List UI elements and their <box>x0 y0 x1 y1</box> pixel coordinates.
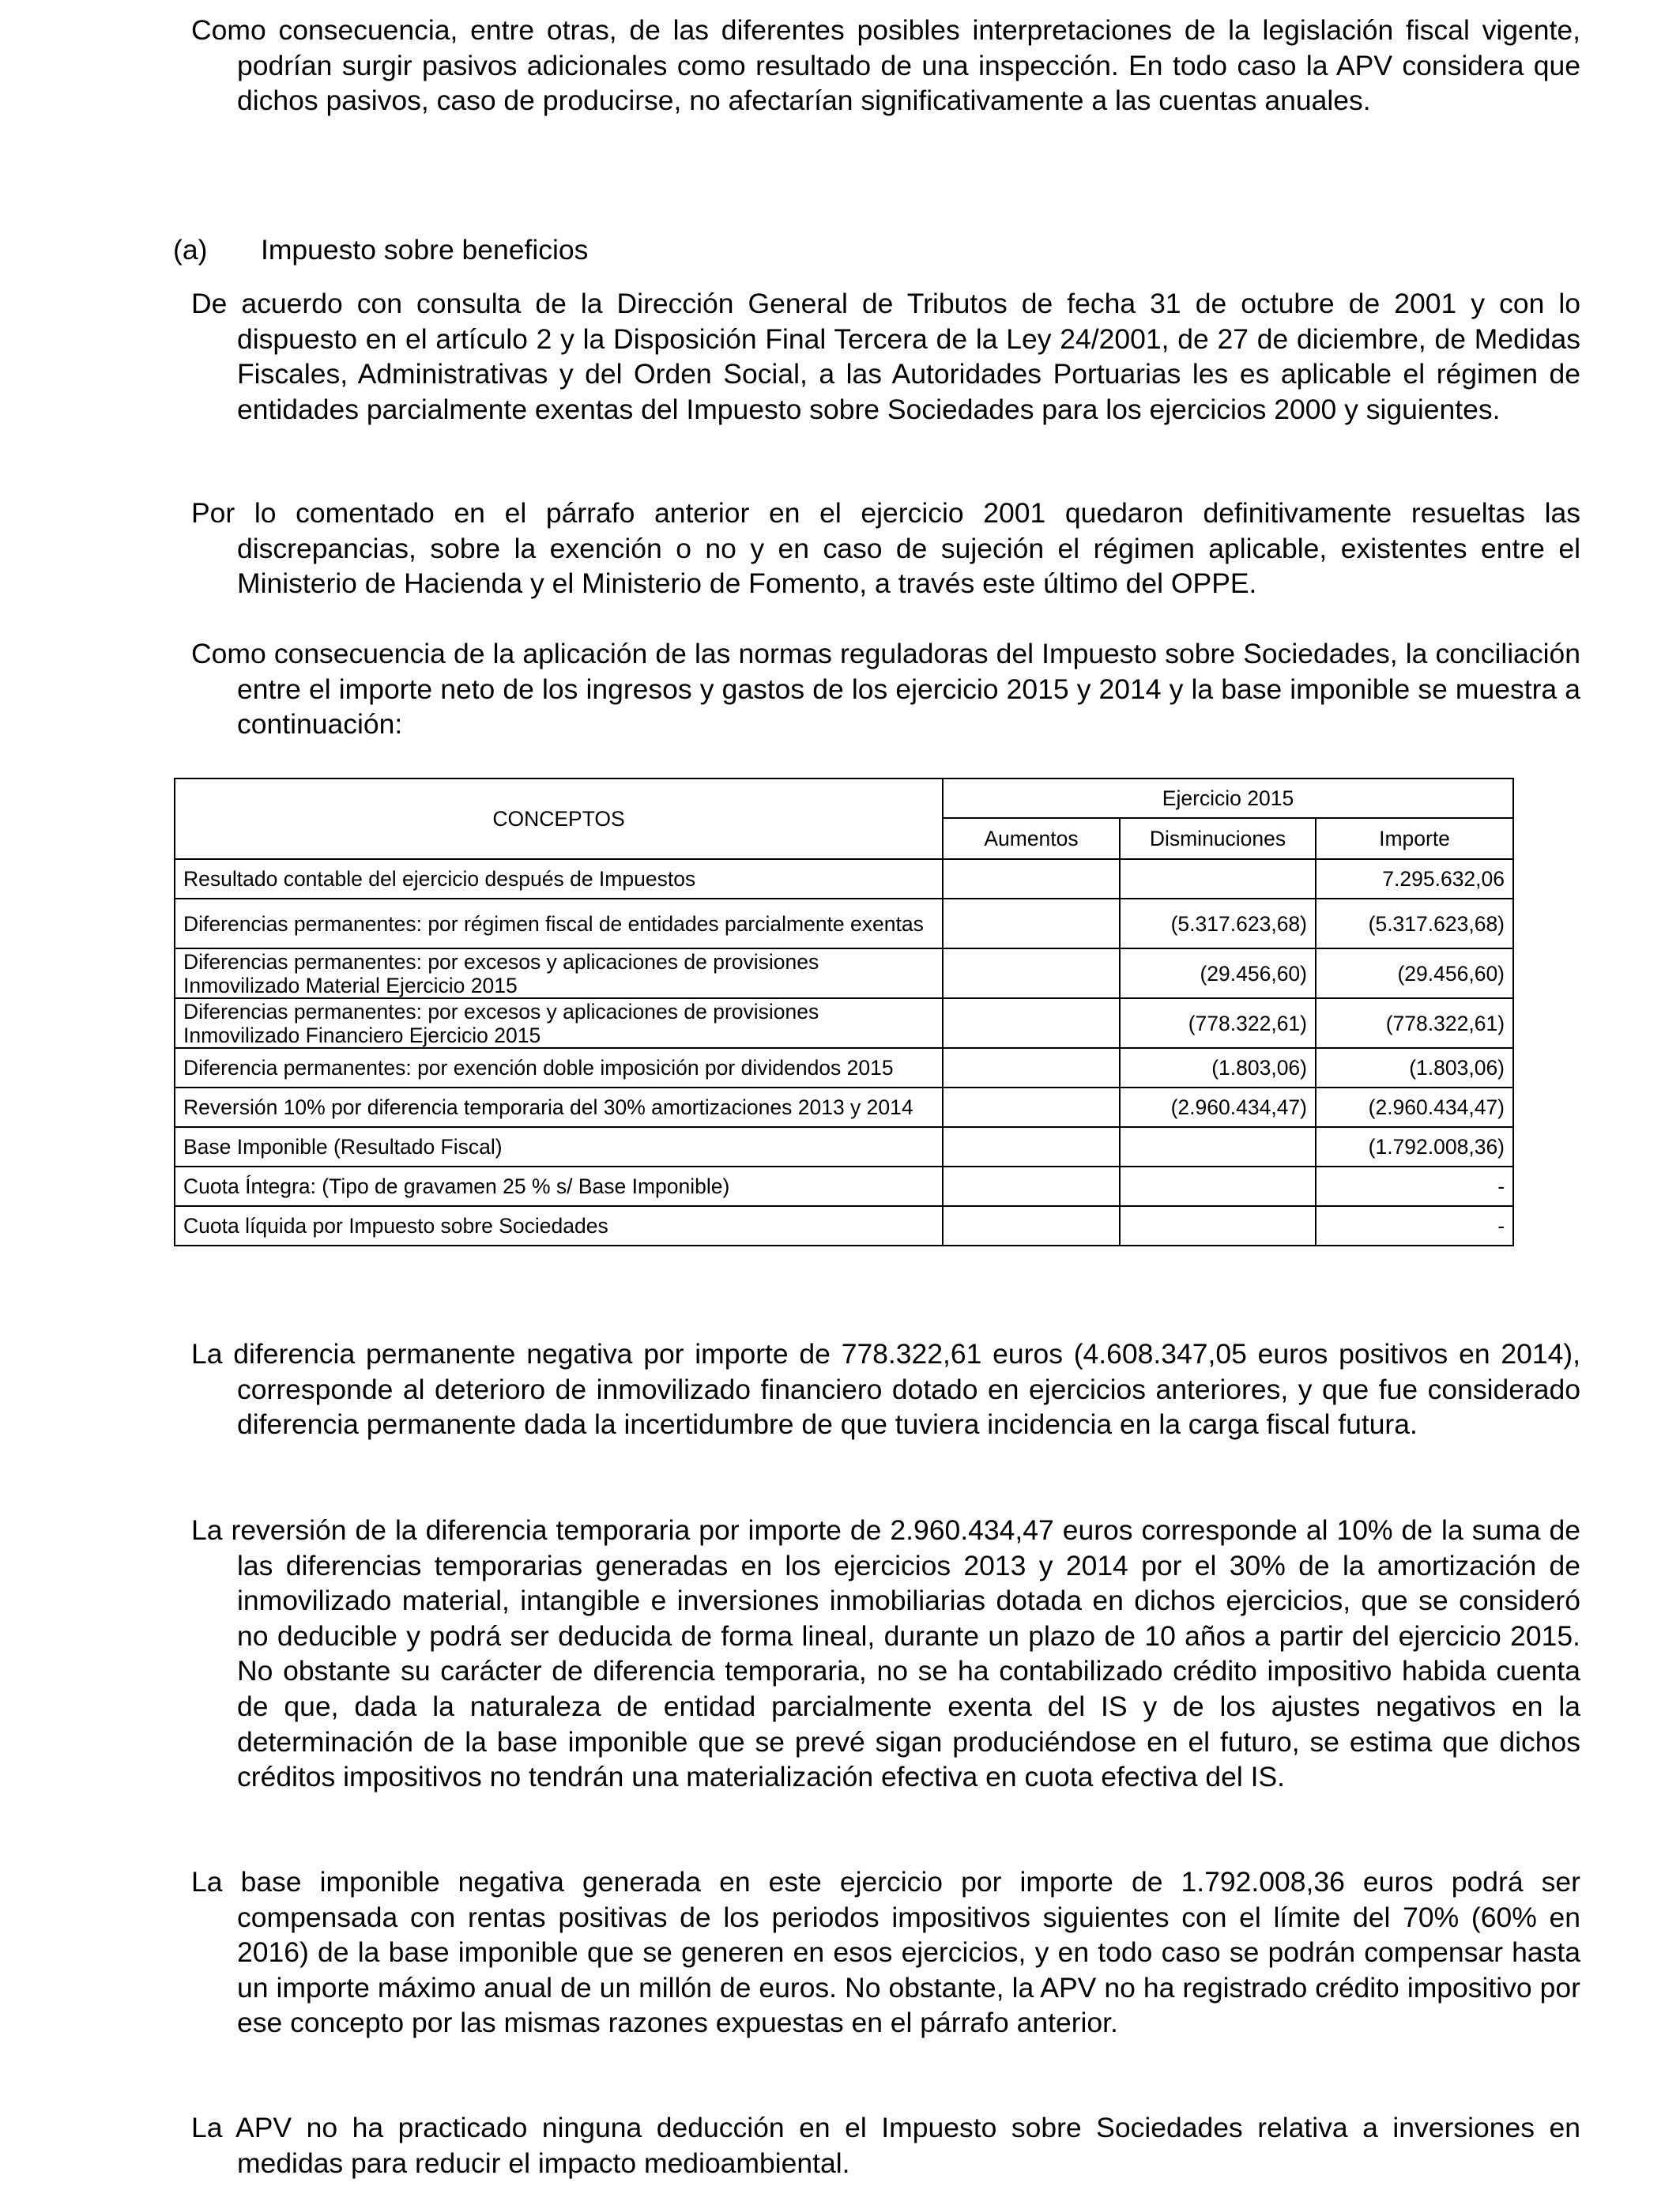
row-importe: (29.456,60) <box>1316 948 1513 998</box>
row-concept: Diferencia permanentes: por exención doble imposición por dividendos 2015 <box>175 1048 943 1088</box>
row-aumentos <box>943 998 1120 1048</box>
row-disminuciones <box>1120 859 1316 899</box>
table-row <box>175 1206 1513 1246</box>
row-concept: Diferencias permanentes: por excesos y aplicaciones de provisiones Inmovilizado Material Ejercicio 2015 <box>175 948 943 998</box>
row-concept: Diferencias permanentes: por régimen fiscal de entidades parcialmente exentas <box>175 899 943 948</box>
row-concept: Base Imponible (Resultado Fiscal) <box>175 1127 943 1167</box>
table-row <box>175 1127 1513 1167</box>
row-concept: Resultado contable del ejercicio después de Impuestos <box>175 859 943 899</box>
row-disminuciones <box>1120 1167 1316 1206</box>
section-heading <box>173 232 588 267</box>
row-importe: (778.322,61) <box>1316 998 1513 1048</box>
row-importe: (5.317.623,68) <box>1316 899 1513 948</box>
row-concept: Diferencias permanentes: por excesos y aplicaciones de provisiones Inmovilizado Financiero Ejercicio 2015 <box>175 998 943 1048</box>
row-aumentos <box>943 859 1120 899</box>
row-concept: Reversión 10% por diferencia temporaria del 30% amortizaciones 2013 y 2014 <box>175 1088 943 1127</box>
row-importe: - <box>1316 1206 1513 1246</box>
row-aumentos <box>943 1167 1120 1206</box>
table-header-row <box>175 778 1513 818</box>
table-row <box>175 1167 1513 1206</box>
paragraph-temporary-difference: La reversión de la diferencia temporaria por importe de 2.960.434,47 euros corresponde al 10% de la suma de las diferencias temporarias generadas en los ejercicios 2013 y 2014 por el 30% de la amortización de inmovilizado material, intangible e inversiones inmobiliarias dotada en dichos ejercicios, que se consideró no deducible y podrá ser deducida de forma lineal, durante un plazo de 10 años a partir del ejercicio 2015. No obstante su carácter de diferencia temporaria, no se ha contabilizado crédito impositivo habida cuenta de que, dada la naturaleza de entidad parcialmente exenta del IS y de los ajustes negativos en la determinación de la base imponible que se prevé sigan produciéndose en el futuro, se estima que dichos créditos impositivos no tendrán una materialización efectiva en cuota efectiva del IS. <box>191 1514 1580 1793</box>
row-concept: Cuota líquida por Impuesto sobre Sociedades <box>175 1206 943 1246</box>
row-importe: (2.960.434,47) <box>1316 1088 1513 1127</box>
paragraph-discrepancies: Por lo comentado en el párrafo anterior en el ejercicio 2001 quedaron definitivamente resueltas las discrepancias, sobre la exención o no y en caso de sujeción el régimen aplicable, existentes entre el Ministerio de Hacienda y el Ministerio de Fomento, a través este último del OPPE. <box>191 497 1580 600</box>
row-aumentos <box>943 1127 1120 1167</box>
table-row <box>175 1088 1513 1127</box>
section-number: (a) <box>173 234 208 266</box>
table-row <box>175 859 1513 899</box>
header-aumentos: Aumentos <box>943 818 1120 859</box>
tax-reconciliation-table-wrapper <box>174 778 1514 1246</box>
paragraph-permanent-difference: La diferencia permanente negativa por importe de 778.322,61 euros (4.608.347,05 euros positivos en 2014), corresponde al deterioro de inmovilizado financiero dotado en ejercicios anteriores, y que fue considerado diferencia permanente dada la incertidumbre de que tuviera incidencia en la carga fiscal futura. <box>191 1338 1580 1441</box>
header-disminuciones: Disminuciones <box>1120 818 1316 859</box>
table-row <box>175 998 1513 1048</box>
table-row <box>175 1048 1513 1088</box>
row-aumentos <box>943 1206 1120 1246</box>
row-importe: (1.803,06) <box>1316 1048 1513 1088</box>
row-disminuciones: (5.317.623,68) <box>1120 899 1316 948</box>
paragraph-tax-liabilities: Como consecuencia, entre otras, de las diferentes posibles interpretaciones de la legislación fiscal vigente, podrían surgir pasivos adicionales como resultado de una inspección. En todo caso la APV considera que dichos pasivos, caso de producirse, no afectarían significativamente a las cuentas anuales. <box>191 14 1580 117</box>
row-aumentos <box>943 1088 1120 1127</box>
row-importe: 7.295.632,06 <box>1316 859 1513 899</box>
tax-reconciliation-table <box>174 778 1514 1246</box>
row-importe: (1.792.008,36) <box>1316 1127 1513 1167</box>
paragraph-reconciliation-intro: Como consecuencia de la aplicación de las normas reguladoras del Impuesto sobre Sociedades, la conciliación entre el importe neto de los ingresos y gastos de los ejercicio 2015 y 2014 y la base imponible se muestra a continuación: <box>191 638 1580 741</box>
row-aumentos <box>943 1048 1120 1088</box>
paragraph-negative-tax-base: La base imponible negativa generada en este ejercicio por importe de 1.792.008,36 euros podrá ser compensada con rentas positivas de los periodos impositivos siguientes con el límite del 70% (60% en 2016) de la base imponible que se generen en esos ejercicios, y en todo caso se podrán compensar hasta un importe máximo anual de un millón de euros. No obstante, la APV no ha registrado crédito impositivo por ese concepto por las mismas razones expuestas en el párrafo anterior. <box>191 1866 1580 2039</box>
row-aumentos <box>943 899 1120 948</box>
row-importe: - <box>1316 1167 1513 1206</box>
header-year: Ejercicio 2015 <box>943 778 1513 818</box>
header-concepts: CONCEPTOS <box>175 778 943 859</box>
row-concept: Cuota Íntegra: (Tipo de gravamen 25 % s/ Base Imponible) <box>175 1167 943 1206</box>
table-row <box>175 948 1513 998</box>
row-disminuciones: (2.960.434,47) <box>1120 1088 1316 1127</box>
header-importe: Importe <box>1316 818 1513 859</box>
row-disminuciones: (1.803,06) <box>1120 1048 1316 1088</box>
row-disminuciones <box>1120 1206 1316 1246</box>
row-aumentos <box>943 948 1120 998</box>
table-row <box>175 899 1513 948</box>
paragraph-environmental-deduction: La APV no ha practicado ninguna deducción en el Impuesto sobre Sociedades relativa a inversiones en medidas para reducir el impacto medioambiental. <box>191 2112 1580 2179</box>
paragraph-tax-regime: De acuerdo con consulta de la Dirección General de Tributos de fecha 31 de octubre de 2001 y con lo dispuesto en el artículo 2 y la Disposición Final Tercera de la Ley 24/2001, de 27 de diciembre, de Medidas Fiscales, Administrativas y del Orden Social, a las Autoridades Portuarias les es aplicable el régimen de entidades parcialmente exentas del Impuesto sobre Sociedades para los ejercicios 2000 y siguientes. <box>191 288 1580 425</box>
row-disminuciones <box>1120 1127 1316 1167</box>
row-disminuciones: (778.322,61) <box>1120 998 1316 1048</box>
section-title: Impuesto sobre beneficios <box>261 234 589 266</box>
row-disminuciones: (29.456,60) <box>1120 948 1316 998</box>
